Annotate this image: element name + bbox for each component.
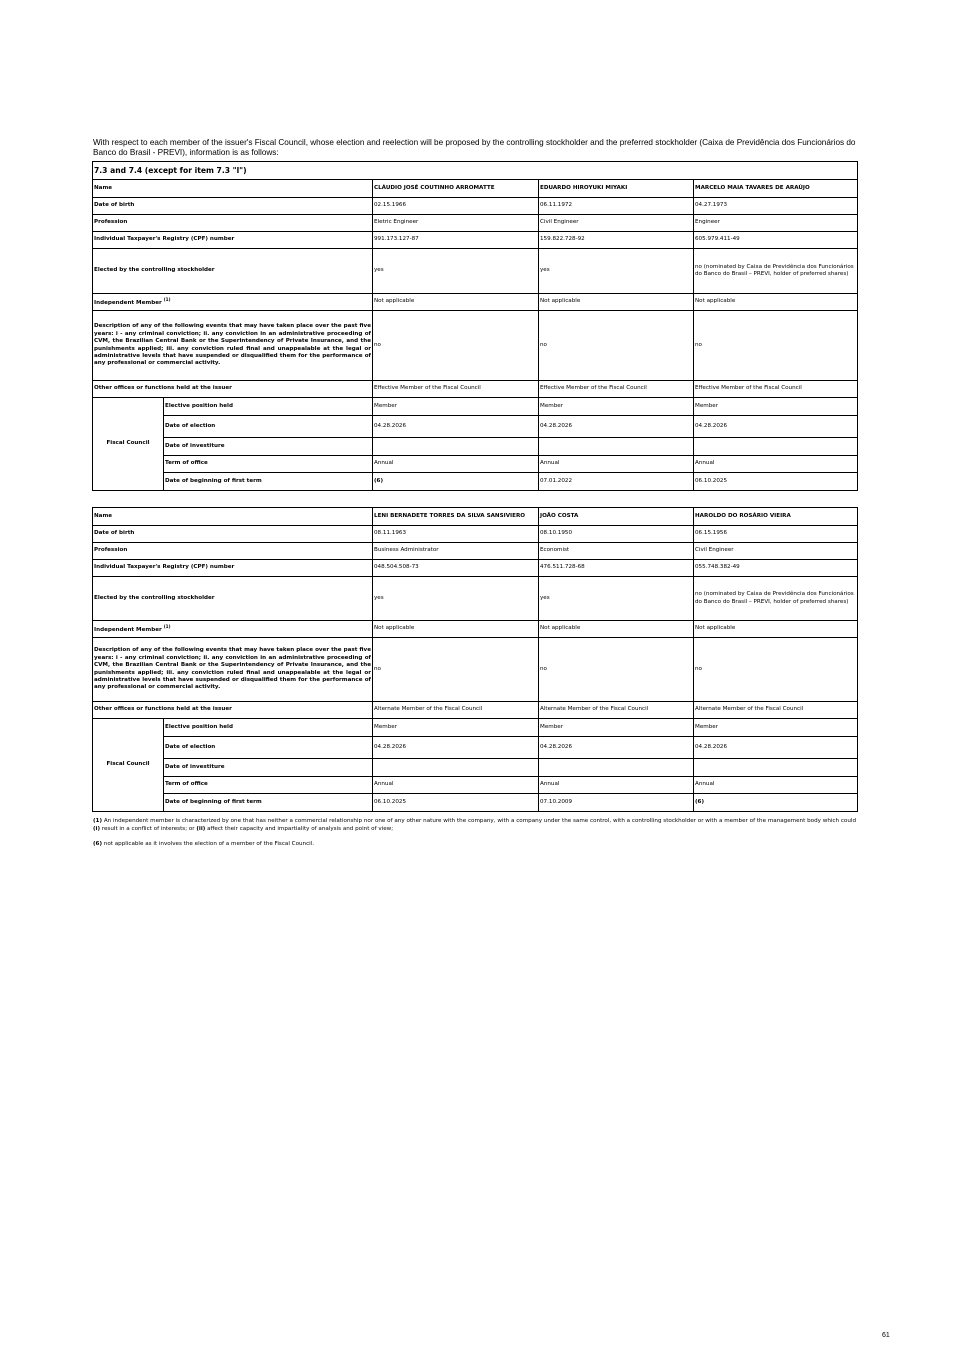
row-elected (93, 577, 858, 621)
label-independent-text: Independent Member (94, 627, 162, 634)
row-independent (93, 621, 858, 638)
value-first_term: 07.10.2009 (539, 794, 694, 812)
label-fiscal-council: Fiscal Council (93, 398, 164, 491)
row-description (93, 311, 858, 381)
value-election_date: 04.28.2026 (373, 416, 539, 438)
value-elected: yes (373, 577, 539, 621)
value-election_date: 04.28.2026 (373, 737, 539, 759)
row-election_date (93, 737, 858, 759)
row-profession (93, 215, 858, 232)
value-description: no (539, 311, 694, 381)
value-independent: Not applicable (539, 621, 694, 638)
row-birth (93, 198, 858, 215)
value-investiture (694, 759, 858, 777)
footnote-text: result in a conflict of interests; or (100, 825, 197, 832)
value-election_date: 04.28.2026 (694, 737, 858, 759)
value-election_date: 04.28.2026 (539, 416, 694, 438)
value-profession: Business Administrator (373, 543, 539, 560)
label-profession: Profession (93, 215, 373, 232)
row-elected (93, 249, 858, 294)
value-cpf: 159.822.728-92 (539, 232, 694, 249)
value-name: CLÁUDIO JOSÉ COUTINHO ARROMATTE (373, 180, 539, 198)
label-other_offices: Other offices or functions held at the issuer (93, 381, 373, 398)
label-election_date: Date of election (164, 416, 373, 438)
value-position: Member (373, 719, 539, 737)
footnote-text: affect their capacity and impartiality of analysis and point of view; (205, 825, 394, 832)
value-profession: Civil Engineer (539, 215, 694, 232)
label-name: Name (93, 180, 373, 198)
value-elected: yes (539, 249, 694, 294)
value-position: Member (539, 719, 694, 737)
value-description: no (694, 638, 858, 702)
label-birth: Date of birth (93, 198, 373, 215)
footnote-1 (93, 818, 856, 833)
value-term: Annual (694, 777, 858, 794)
value-name: LENI BERNADETE TORRES DA SILVA SANSIVIERO (373, 508, 539, 526)
label-elected: Elected by the controlling stockholder (93, 577, 373, 621)
row-first_term (93, 794, 858, 812)
row-other_offices (93, 702, 858, 719)
row-investiture (93, 438, 858, 456)
value-birth: 08.10.1950 (539, 526, 694, 543)
value-first_term: 06.10.2025 (694, 473, 858, 491)
fiscal-council-table-alternate (92, 507, 858, 812)
intro-paragraph: With respect to each member of the issuer's Fiscal Council, whose election and reelection will be proposed by the controlling stockholder and the preferred stockholder (Caixa de Previdência dos Funcionários do Banco do Brasil - PREVI), information is as follows: (93, 138, 856, 157)
value-independent: Not applicable (373, 294, 539, 311)
label-independent (93, 621, 373, 638)
value-investiture (373, 438, 539, 456)
value-first_term: (6) (694, 794, 858, 812)
label-investiture: Date of investiture (164, 759, 373, 777)
footnote-ref: (ii) (196, 825, 206, 832)
value-position: Member (694, 398, 858, 416)
value-position: Member (694, 719, 858, 737)
value-name: JOÃO COSTA (539, 508, 694, 526)
table-title-row (93, 162, 858, 180)
row-cpf (93, 232, 858, 249)
value-other_offices: Effective Member of the Fiscal Council (539, 381, 694, 398)
value-description: no (373, 311, 539, 381)
row-profession (93, 543, 858, 560)
row-term (93, 456, 858, 473)
label-profession: Profession (93, 543, 373, 560)
value-profession: Engineer (694, 215, 858, 232)
footnote-text: not applicable as it involves the election of a member of the Fiscal Council. (102, 841, 315, 847)
footnote-ref: (i) (93, 825, 101, 832)
value-birth: 06.15.1956 (694, 526, 858, 543)
value-name: MARCELO MAIA TAVARES DE ARAÚJO (694, 180, 858, 198)
value-name: HAROLDO DO ROSÁRIO VIEIRA (694, 508, 858, 526)
value-cpf: 605.979.411-49 (694, 232, 858, 249)
value-description: no (539, 638, 694, 702)
value-first_term: 07.01.2022 (539, 473, 694, 491)
value-term: Annual (373, 777, 539, 794)
page-number: 61 (882, 1332, 890, 1339)
value-birth: 06.11.1972 (539, 198, 694, 215)
value-other_offices: Effective Member of the Fiscal Council (694, 381, 858, 398)
footnote-ref-1: (1) (163, 297, 171, 303)
value-cpf: 055.748.382-49 (694, 560, 858, 577)
row-birth (93, 526, 858, 543)
value-position: Member (539, 398, 694, 416)
row-position (93, 719, 858, 737)
footnote-6 (93, 841, 856, 849)
value-investiture (539, 438, 694, 456)
footnote-text: An independent member is characterized by one that has neither a commercial relationship nor one of any other nature with the company, with a company under the same control, with a controlling stockholder or with a member of the management body which could (102, 818, 856, 824)
value-elected: no (nominated by Caixa de Previdência dos Funcionários do Banco do Brasil – PREVI, holder of preferred shares) (694, 249, 858, 294)
label-cpf: Individual Taxpayer's Registry (CPF) number (93, 560, 373, 577)
label-election_date: Date of election (164, 737, 373, 759)
value-description: no (373, 638, 539, 702)
footnote-ref-1: (1) (163, 624, 171, 630)
label-fiscal-council: Fiscal Council (93, 719, 164, 812)
row-independent (93, 294, 858, 311)
label-first_term: Date of beginning of first term (164, 794, 373, 812)
section-title: 7.3 and 7.4 (except for item 7.3 "l") (93, 162, 858, 180)
row-cpf (93, 560, 858, 577)
value-other_offices: Alternate Member of the Fiscal Council (539, 702, 694, 719)
value-cpf: 476.511.728-68 (539, 560, 694, 577)
value-cpf: 048.504.508-73 (373, 560, 539, 577)
value-investiture (539, 759, 694, 777)
value-independent: Not applicable (694, 621, 858, 638)
value-other_offices: Alternate Member of the Fiscal Council (694, 702, 858, 719)
row-term (93, 777, 858, 794)
row-other_offices (93, 381, 858, 398)
value-elected: no (nominated by Caixa de Previdência dos Funcionários do Banco do Brasil – PREVI, holder of preferred shares) (694, 577, 858, 621)
value-birth: 04.27.1973 (694, 198, 858, 215)
row-position (93, 398, 858, 416)
value-investiture (694, 438, 858, 456)
value-position: Member (373, 398, 539, 416)
value-term: Annual (373, 456, 539, 473)
value-term: Annual (539, 777, 694, 794)
value-cpf: 991.173.127-87 (373, 232, 539, 249)
label-elected: Elected by the controlling stockholder (93, 249, 373, 294)
value-election_date: 04.28.2026 (539, 737, 694, 759)
value-profession: Eletric Engineer (373, 215, 539, 232)
value-birth: 02.15.1966 (373, 198, 539, 215)
value-profession: Civil Engineer (694, 543, 858, 560)
value-term: Annual (694, 456, 858, 473)
row-investiture (93, 759, 858, 777)
row-description (93, 638, 858, 702)
value-election_date: 04.28.2026 (694, 416, 858, 438)
value-independent: Not applicable (694, 294, 858, 311)
value-profession: Economist (539, 543, 694, 560)
value-independent: Not applicable (539, 294, 694, 311)
label-name: Name (93, 508, 373, 526)
value-name: EDUARDO HIROYUKI MIYAKI (539, 180, 694, 198)
label-cpf: Individual Taxpayer's Registry (CPF) number (93, 232, 373, 249)
label-term: Term of office (164, 456, 373, 473)
label-description: Description of any of the following events that may have taken place over the past five years: i - any criminal conviction; ii. any conviction in an administrative proceeding of CVM, the Brazilian Central Bank or the Superintendency of Private Insurance, and the punishments applied; iii. any conviction ruled final and unappealable at the legal or administrative levels that have suspended or disqualified them for the performance of any professional or commercial activity. (93, 638, 373, 702)
value-first_term: 06.10.2025 (373, 794, 539, 812)
value-elected: yes (373, 249, 539, 294)
label-position: Elective position held (164, 719, 373, 737)
label-independent-text: Independent Member (94, 300, 162, 307)
value-term: Annual (539, 456, 694, 473)
footnote-mark: (6) (93, 841, 103, 847)
value-description: no (694, 311, 858, 381)
value-other_offices: Effective Member of the Fiscal Council (373, 381, 539, 398)
value-birth: 08.11.1963 (373, 526, 539, 543)
value-first_term: (6) (373, 473, 539, 491)
value-independent: Not applicable (373, 621, 539, 638)
value-other_offices: Alternate Member of the Fiscal Council (373, 702, 539, 719)
label-position: Elective position held (164, 398, 373, 416)
label-description: Description of any of the following events that may have taken place over the past five years: i - any criminal conviction; ii. any conviction in an administrative proceeding of CVM, the Brazilian Central Bank or the Superintendency of Private Insurance, and the punishments applied; iii. any conviction ruled final and unappealable at the legal or administrative levels that have suspended or disqualified them for the performance of any professional or commercial activity. (93, 311, 373, 381)
label-investiture: Date of investiture (164, 438, 373, 456)
row-election_date (93, 416, 858, 438)
value-investiture (373, 759, 539, 777)
label-birth: Date of birth (93, 526, 373, 543)
label-independent (93, 294, 373, 311)
row-name (93, 180, 858, 198)
label-other_offices: Other offices or functions held at the issuer (93, 702, 373, 719)
row-name (93, 508, 858, 526)
fiscal-council-table-effective (92, 161, 858, 491)
label-term: Term of office (164, 777, 373, 794)
footnote-mark: (1) (93, 818, 103, 824)
value-elected: yes (539, 577, 694, 621)
label-first_term: Date of beginning of first term (164, 473, 373, 491)
row-first_term (93, 473, 858, 491)
